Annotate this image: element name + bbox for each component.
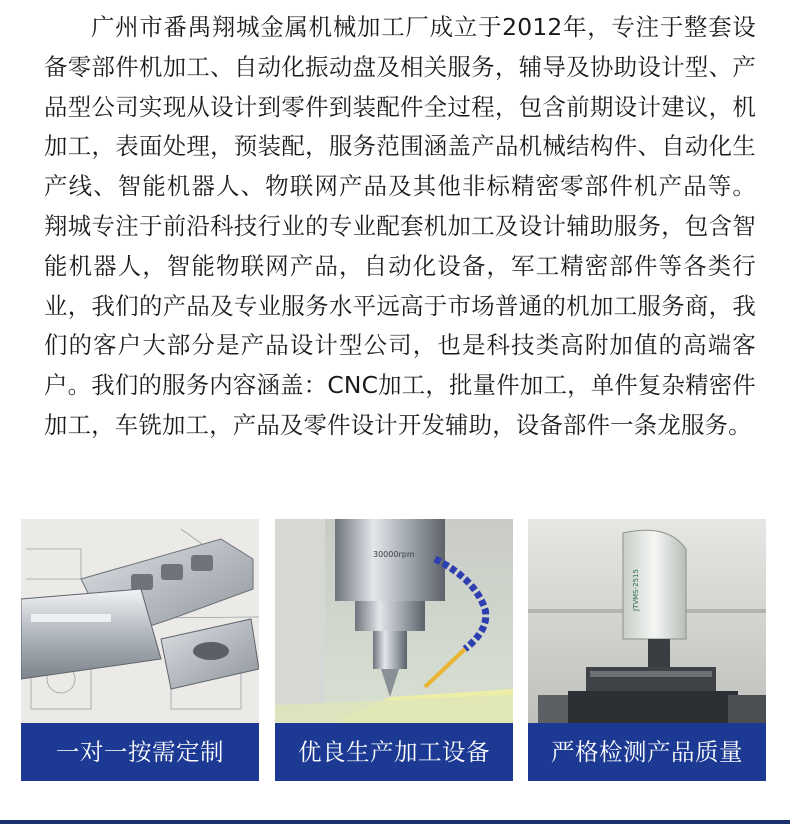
intro-paragraph: 广州市番禺翔城金属机械加工厂成立于2012年，专注于整套设备零部件机加工、自动化振动盘及相关服务，辅导及协助设计型、产品型公司实现从设计到零件到装配件全过程，包含前期设计建议，机加工，表面处理，预装配，服务范围涵盖产品机械结构件、自动化生产线、智能机器人、物联网产品及其他非标精密零部件机产品等。 翔城专注于前沿科技行业的专业配套机加工及设计辅助服务，包含智能机器人，智能物联网产品，自动化设备，军工精密部件等各类行业，我们的产品及专业服务水平远高于市场普通的机加工服务商，我们的客户大部分是产品设计型公司，也是科技类高附加值的高端客户。我们的服务内容涵盖：CNC加工，批量件加工，单件复杂精密件加工，车铣加工，产品及零件设计开发辅助，设备部件一条龙服务。 — [44, 13, 756, 439]
feature-cards — [21, 519, 767, 781]
caption-custom: 一对一按需定制 — [21, 723, 259, 781]
caption-equipment: 优良生产加工设备 — [275, 723, 513, 781]
cnc-spindle-photo — [275, 519, 513, 723]
machine-label: JTVMS-2515 — [632, 569, 640, 611]
feature-card-inspection — [528, 519, 766, 781]
machined-parts-photo — [21, 519, 259, 723]
caption-inspection: 严格检测产品质量 — [528, 723, 766, 781]
spindle-label: 30000rpm — [373, 550, 415, 559]
feature-card-custom — [21, 519, 259, 781]
feature-card-equipment — [275, 519, 513, 781]
bottom-divider — [0, 820, 790, 824]
measuring-machine-photo — [528, 519, 766, 723]
